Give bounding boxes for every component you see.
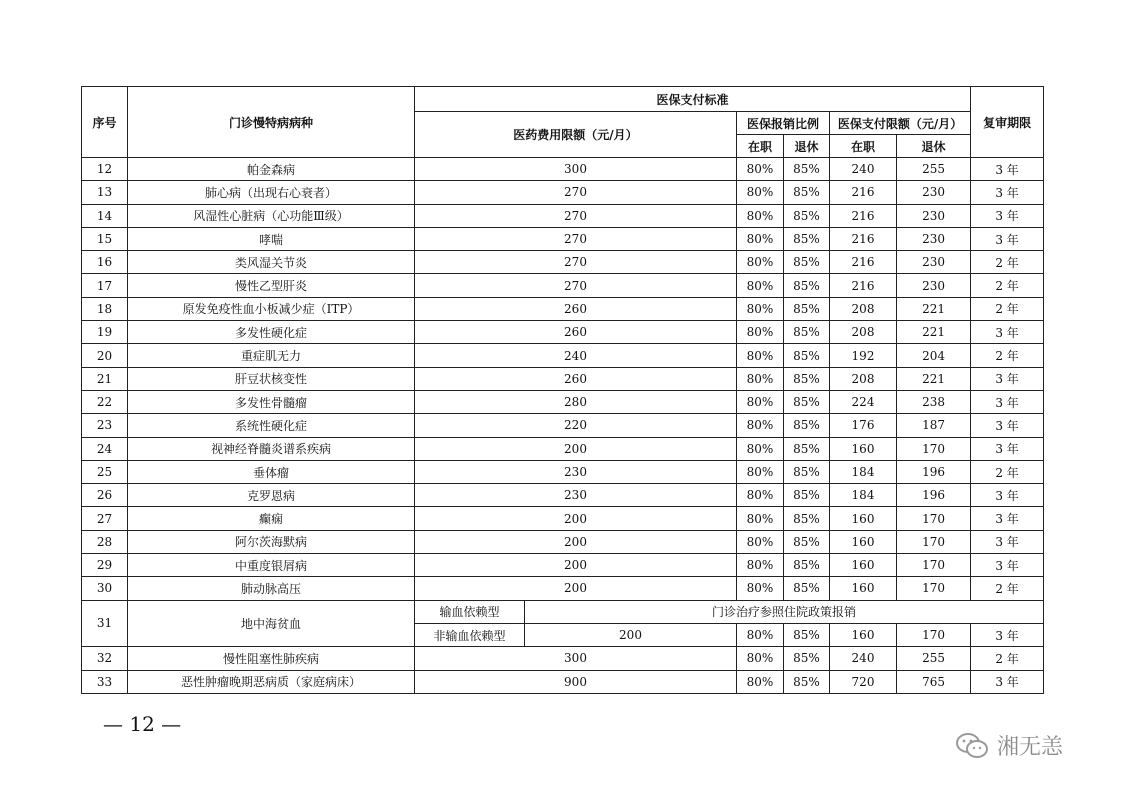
row-ratio-active: 80% [737,390,784,413]
row-ratio-retired: 85% [784,227,830,250]
row-cost: 200 [415,507,737,530]
row-disease: 垂体瘤 [128,460,415,483]
row-seq: 19 [82,321,128,344]
row-cost: 900 [415,670,737,693]
row-review: 2 年 [971,274,1044,297]
row-cost: 260 [415,367,737,390]
row-disease: 视神经脊髓炎谱系疾病 [128,437,415,460]
row-ratio-active: 80% [737,158,784,181]
header-ratio-retired: 退休 [784,135,830,158]
row-pay-retired: 196 [897,460,971,483]
row-pay-retired: 221 [897,297,971,320]
row-cost: 260 [415,321,737,344]
row-disease: 原发免疫性血小板减少症（ITP） [128,297,415,320]
row-cost: 300 [415,158,737,181]
table-row [82,181,1044,204]
row-ratio-retired: 85% [784,321,830,344]
row-disease: 帕金森病 [128,158,415,181]
row-review: 3 年 [971,227,1044,250]
row-review: 2 年 [971,460,1044,483]
table-row [82,460,1044,483]
row-pay-retired: 230 [897,204,971,227]
row-ratio-retired: 85% [784,530,830,553]
row-ratio-active: 80% [737,344,784,367]
row-seq: 16 [82,251,128,274]
row-ratio-retired: 85% [784,204,830,227]
header-pay-active: 在职 [830,135,897,158]
row-review: 3 年 [971,623,1044,646]
row-ratio-retired: 85% [784,647,830,670]
wechat-icon [955,732,989,760]
row-pay-retired: 230 [897,251,971,274]
row-pay-active: 160 [830,554,897,577]
row-pay-retired: 204 [897,344,971,367]
row-review: 3 年 [971,530,1044,553]
row-cost: 200 [415,437,737,460]
row-policy-note: 门诊治疗参照住院政策报销 [525,600,1044,623]
row-ratio-retired: 85% [784,507,830,530]
row-ratio-retired: 85% [784,344,830,367]
row-ratio-retired: 85% [784,484,830,507]
row-ratio-active: 80% [737,274,784,297]
row-cost: 230 [415,484,737,507]
header-disease: 门诊慢特病病种 [128,87,415,158]
row-ratio-retired: 85% [784,623,830,646]
row-disease: 肺心病（出现右心衰者） [128,181,415,204]
row-pay-active: 184 [830,484,897,507]
table-row [82,577,1044,600]
row-pay-active: 160 [830,530,897,553]
row-pay-active: 216 [830,251,897,274]
table-row [82,344,1044,367]
row-disease: 慢性乙型肝炎 [128,274,415,297]
row-seq: 27 [82,507,128,530]
row-ratio-active: 80% [737,507,784,530]
row-ratio-active: 80% [737,297,784,320]
row-cost: 200 [525,623,737,646]
row-disease: 重症肌无力 [128,344,415,367]
row-ratio-active: 80% [737,484,784,507]
row-review: 3 年 [971,367,1044,390]
row-ratio-active: 80% [737,204,784,227]
table-row [82,158,1044,181]
row-pay-retired: 230 [897,274,971,297]
row-review: 2 年 [971,577,1044,600]
row-ratio-retired: 85% [784,367,830,390]
row-seq: 17 [82,274,128,297]
table-row [82,670,1044,693]
row-pay-active: 224 [830,390,897,413]
row-pay-active: 720 [830,670,897,693]
row-subtype: 输血依赖型 [415,600,525,623]
row-pay-active: 192 [830,344,897,367]
row-pay-retired: 187 [897,414,971,437]
row-disease: 类风湿关节炎 [128,251,415,274]
row-ratio-retired: 85% [784,274,830,297]
row-pay-retired: 230 [897,227,971,250]
row-cost: 260 [415,297,737,320]
row-pay-retired: 170 [897,623,971,646]
row-seq: 24 [82,437,128,460]
row-seq: 26 [82,484,128,507]
row-ratio-retired: 85% [784,251,830,274]
row-disease: 肝豆状核变性 [128,367,415,390]
row-ratio-retired: 85% [784,181,830,204]
table-row [82,390,1044,413]
row-pay-retired: 170 [897,530,971,553]
row-ratio-active: 80% [737,530,784,553]
row-cost: 270 [415,274,737,297]
row-disease: 恶性肿瘤晚期恶病质（家庭病床） [128,670,415,693]
table-row [82,367,1044,390]
row-ratio-retired: 85% [784,670,830,693]
header-pay-limit: 医保支付限额（元/月） [830,112,971,135]
row-pay-retired: 221 [897,367,971,390]
row-ratio-active: 80% [737,227,784,250]
row-review: 3 年 [971,437,1044,460]
row-ratio-retired: 85% [784,554,830,577]
table-row [82,204,1044,227]
row-seq: 15 [82,227,128,250]
row-disease: 阿尔茨海默病 [128,530,415,553]
row-pay-active: 216 [830,227,897,250]
row-cost: 240 [415,344,737,367]
row-ratio-active: 80% [737,367,784,390]
row-disease: 风湿性心脏病（心功能Ⅲ级） [128,204,415,227]
row-ratio-active: 80% [737,181,784,204]
row-seq: 29 [82,554,128,577]
table-row [82,437,1044,460]
row-cost: 300 [415,647,737,670]
row-review: 3 年 [971,484,1044,507]
row-seq: 20 [82,344,128,367]
reimbursement-table [81,86,1044,694]
row-review: 3 年 [971,507,1044,530]
row-seq: 12 [82,158,128,181]
row-ratio-active: 80% [737,670,784,693]
row-pay-retired: 765 [897,670,971,693]
row-pay-active: 160 [830,623,897,646]
row-review: 2 年 [971,297,1044,320]
header-cost-limit: 医药费用限额（元/月） [415,112,737,158]
row-ratio-retired: 85% [784,437,830,460]
row-ratio-retired: 85% [784,390,830,413]
watermark-text: 湘无恙 [997,735,1064,760]
row-pay-retired: 255 [897,158,971,181]
row-review: 3 年 [971,321,1044,344]
row-pay-active: 160 [830,577,897,600]
row-pay-active: 208 [830,321,897,344]
row-pay-retired: 221 [897,321,971,344]
watermark [955,730,1063,761]
row-ratio-active: 80% [737,623,784,646]
row-cost: 200 [415,577,737,600]
table-row [82,530,1044,553]
row-disease: 多发性骨髓瘤 [128,390,415,413]
row-cost: 230 [415,460,737,483]
page-number: — 12 — [103,712,182,736]
row-cost: 270 [415,204,737,227]
row-seq: 21 [82,367,128,390]
row-ratio-active: 80% [737,554,784,577]
header-standard: 医保支付标准 [415,87,971,112]
row-review: 2 年 [971,344,1044,367]
header-seq: 序号 [82,87,128,158]
row-pay-active: 216 [830,274,897,297]
row-pay-active: 240 [830,647,897,670]
row-seq: 31 [82,600,128,647]
table-row [82,274,1044,297]
row-ratio-active: 80% [737,460,784,483]
row-ratio-active: 80% [737,647,784,670]
table-row [82,227,1044,250]
row-ratio-retired: 85% [784,460,830,483]
row-pay-retired: 230 [897,181,971,204]
row-review: 3 年 [971,390,1044,413]
row-disease: 哮喘 [128,227,415,250]
header-ratio: 医保报销比例 [737,112,830,135]
row-subtype: 非输血依赖型 [415,623,525,646]
row-pay-retired: 170 [897,507,971,530]
table-row [82,647,1044,670]
row-pay-retired: 170 [897,577,971,600]
row-seq: 33 [82,670,128,693]
row-review: 2 年 [971,251,1044,274]
row-disease: 多发性硬化症 [128,321,415,344]
header-ratio-active: 在职 [737,135,784,158]
table-row-thalassemia-transfusion [82,600,1044,623]
row-review: 3 年 [971,158,1044,181]
row-seq: 25 [82,460,128,483]
row-disease: 慢性阻塞性肺疾病 [128,647,415,670]
row-ratio-retired: 85% [784,577,830,600]
row-review: 3 年 [971,670,1044,693]
row-disease: 中重度银屑病 [128,554,415,577]
header-review: 复审期限 [971,87,1044,158]
row-cost: 200 [415,554,737,577]
row-ratio-active: 80% [737,414,784,437]
table-row [82,484,1044,507]
table-row [82,321,1044,344]
row-pay-active: 208 [830,297,897,320]
row-ratio-retired: 85% [784,414,830,437]
row-disease: 地中海贫血 [128,600,415,647]
row-review: 3 年 [971,414,1044,437]
row-pay-active: 216 [830,181,897,204]
row-seq: 22 [82,390,128,413]
row-disease: 肺动脉高压 [128,577,415,600]
row-disease: 系统性硬化症 [128,414,415,437]
row-pay-active: 176 [830,414,897,437]
row-review: 3 年 [971,554,1044,577]
table-row [82,507,1044,530]
row-pay-retired: 170 [897,554,971,577]
row-pay-retired: 238 [897,390,971,413]
row-pay-active: 160 [830,437,897,460]
row-pay-retired: 255 [897,647,971,670]
row-seq: 18 [82,297,128,320]
row-seq: 14 [82,204,128,227]
row-disease: 癫痫 [128,507,415,530]
row-seq: 32 [82,647,128,670]
row-cost: 220 [415,414,737,437]
row-ratio-active: 80% [737,437,784,460]
row-seq: 30 [82,577,128,600]
row-disease: 克罗恩病 [128,484,415,507]
row-ratio-retired: 85% [784,297,830,320]
table-row [82,554,1044,577]
row-cost: 270 [415,181,737,204]
row-seq: 23 [82,414,128,437]
row-seq: 28 [82,530,128,553]
row-pay-active: 216 [830,204,897,227]
table-row [82,251,1044,274]
row-review: 2 年 [971,647,1044,670]
header-pay-retired: 退休 [897,135,971,158]
row-pay-active: 240 [830,158,897,181]
row-cost: 270 [415,227,737,250]
row-review: 3 年 [971,181,1044,204]
row-pay-active: 184 [830,460,897,483]
row-pay-active: 208 [830,367,897,390]
row-review: 3 年 [971,204,1044,227]
row-pay-retired: 170 [897,437,971,460]
row-cost: 200 [415,530,737,553]
row-seq: 13 [82,181,128,204]
table-row [82,414,1044,437]
table-row [82,297,1044,320]
row-pay-active: 160 [830,507,897,530]
row-pay-retired: 196 [897,484,971,507]
row-cost: 270 [415,251,737,274]
row-ratio-active: 80% [737,577,784,600]
row-ratio-active: 80% [737,251,784,274]
row-ratio-retired: 85% [784,158,830,181]
row-ratio-active: 80% [737,321,784,344]
row-cost: 280 [415,390,737,413]
